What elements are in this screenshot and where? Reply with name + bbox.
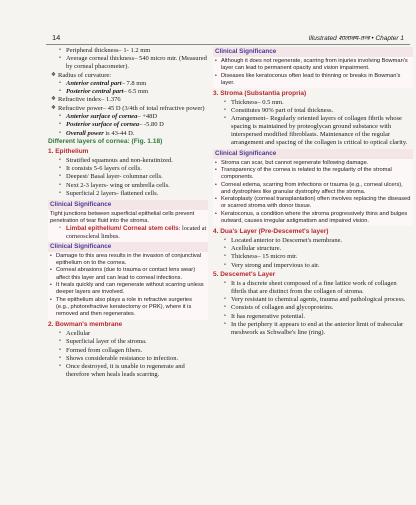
cs-item: • Transparency of the cornea is related to the regularity of the stromal components. bbox=[215, 166, 392, 181]
list-item: • It consists 5-6 layers of cells. bbox=[59, 165, 142, 173]
cs-item: • It heals quickly and can regenerate without scarring unless deeper layers are involved. bbox=[50, 282, 204, 296]
running-title: Illustrated शालाक्य-तन्त्र • Chapter 1 bbox=[308, 35, 404, 42]
cs-item: • Diseases like keratoconus often lead to thinning or breaks in Bowman's layer. bbox=[215, 72, 401, 86]
list-item: • Shows considerable resistance to infection. bbox=[59, 354, 179, 362]
list-item: • Average corneal thickness– 540 micro mtr. (Measured by corneal phacometer). bbox=[59, 55, 207, 71]
cs-item: • Corneal edema, scarring from infections or trauma (e.g., corneal ulcers), and dystrophies like granular dystrophy affect the stroma. bbox=[215, 181, 403, 195]
list-item: • Constitutes 90% part of total thickness. bbox=[224, 106, 334, 114]
header-rule bbox=[46, 44, 410, 45]
list-item: • Anterior surface of cornea– +48D bbox=[59, 112, 158, 120]
list-item: • Thickness– 15 micro mtr. bbox=[224, 253, 298, 261]
cs-item: • Although it does not regenerate, scarring from injuries involving Bowman's layer can lead to permanent opacity and vision impairment. bbox=[215, 57, 408, 72]
clinical-significance-heading: Clinical Significance bbox=[48, 242, 208, 252]
list-item: • Very resistant to chemical agents, trauma and pathological process. bbox=[224, 296, 406, 304]
cs-item: • Damage to this area results in the invasion of conjunctival epithelium on to the cornea. bbox=[50, 252, 202, 267]
list-item: • Next 2-3 layers- wing or umbrella cells. bbox=[59, 181, 170, 189]
cs-item: • Corneal abrasions (due to trauma or contact lens wear) affect this layer and can lead to corneal infections. bbox=[50, 267, 196, 281]
layers-heading: Different layers of cornea: (Fig. 1.18) bbox=[48, 138, 163, 146]
list-item: • Deepest/ Basal layer- columnar cells. bbox=[59, 173, 163, 181]
list-item: • Posterior surface of cornea– -5.80 D bbox=[59, 121, 164, 129]
cs-item: • The epithelium also plays a role in refractive surgeries (e.g., photorefractive keratectomy or PRK), where it is removed and then regenerates. bbox=[50, 296, 192, 318]
list-item: • It has regenerative potential. bbox=[224, 312, 305, 320]
list-item: • It is a discrete sheet composed of a fine lattice work of collagen fibrils that are distinct from the collagen of stroma. bbox=[224, 279, 397, 295]
cs-item: • Keratoconus, a condition where the stroma progressively thins and bulges outward, causes irregular astigmatism and impaired vision. bbox=[215, 210, 408, 224]
page-header bbox=[0, 0, 416, 46]
right-column bbox=[213, 47, 413, 337]
list-item: • Anterior central part– 7.8 mm bbox=[59, 79, 147, 87]
list-item: • Once destroyed, it is unable to regenerate and therefore when heals leads scarring. bbox=[59, 363, 185, 379]
clinical-significance-heading: Clinical Significance bbox=[213, 149, 413, 159]
list-item: • Posterior central part– 6.5 mm bbox=[59, 88, 149, 96]
refractive-index: ❖ Refractive index– 1.376 bbox=[51, 96, 121, 104]
clinical-significance-box bbox=[48, 252, 208, 319]
clinical-significance-heading: Clinical Significance bbox=[213, 47, 413, 57]
list-item: • In the periphery it appears to end at the anterior limit of trabecular meshwork as Schwalbe's line (ring). bbox=[224, 320, 404, 336]
left-column bbox=[48, 47, 208, 379]
list-item: • Arrangement– Regularly oriented layers of collagen fibrils whose spacing is maintained by proteoglycan ground substance with interspersed modified fibroblasts. Maintenance of the regular arrangement and spacing of the collagen is critical to optical clarity. bbox=[224, 115, 408, 146]
bowman-heading: 2. Bowman's membrane bbox=[48, 321, 123, 329]
list-item: • Very strong and impervious to air. bbox=[224, 261, 320, 269]
list-item: • Acellular bbox=[59, 329, 91, 337]
list-item: • Formed from collagen fibers. bbox=[59, 346, 143, 354]
cs-item: • Stroma can scar, but cannot regenerate following damage. bbox=[215, 159, 369, 166]
list-item: • Consists of collagen and glycoproteins. bbox=[224, 304, 334, 312]
list-item: • Located anterior to Descemet's membrane. bbox=[224, 236, 343, 244]
epithelium-heading: 1. Epithelium bbox=[48, 147, 89, 155]
clinical-significance-box bbox=[213, 159, 413, 226]
radius-title: ❖ Radius of curvature: bbox=[51, 71, 112, 79]
list-item: • Acellular structure. bbox=[224, 244, 282, 252]
list-item: • Thickness– 0.5 mm. bbox=[224, 98, 284, 106]
list-item: • Overall power is 43-44 D. bbox=[59, 129, 135, 137]
list-item: • Peripheral thickness– 1- 1.2 mm bbox=[59, 47, 151, 54]
refractive-power: ❖ Refractive power– 45 D (3/4th of total refractive power) bbox=[51, 104, 205, 112]
list-item: • Limbal epithelium/ Corneal stem cells: located at corneoscleral limbus. bbox=[59, 225, 207, 240]
cs-item: • Keratoplasty (corneal transplantation) often involves replacing the diseased or scarred stroma with donor tissue. bbox=[215, 196, 411, 210]
clinical-significance-heading: Clinical Significance bbox=[48, 200, 208, 210]
dua-heading: 4. Dua's Layer (Pre-Descemet's layer) bbox=[213, 227, 329, 235]
list-item: • Superficial layer of the stroma. bbox=[59, 338, 147, 346]
clinical-significance-box bbox=[213, 57, 413, 88]
page-number: 14 bbox=[52, 33, 61, 42]
list-item: • Stratified squamous and non-keratinized. bbox=[59, 156, 173, 164]
stroma-heading: 3. Stroma (Substantia propria) bbox=[213, 89, 307, 97]
clinical-significance-box bbox=[48, 210, 208, 242]
cs-paragraph: Tight junctions between superficial epithelial cells prevent penetration of tear fluid into the stroma. bbox=[50, 210, 195, 225]
descemet-heading: 5. Descemet's Layer bbox=[213, 270, 276, 278]
list-item: • Superficial 2 layers- flattened cells. bbox=[59, 189, 159, 197]
